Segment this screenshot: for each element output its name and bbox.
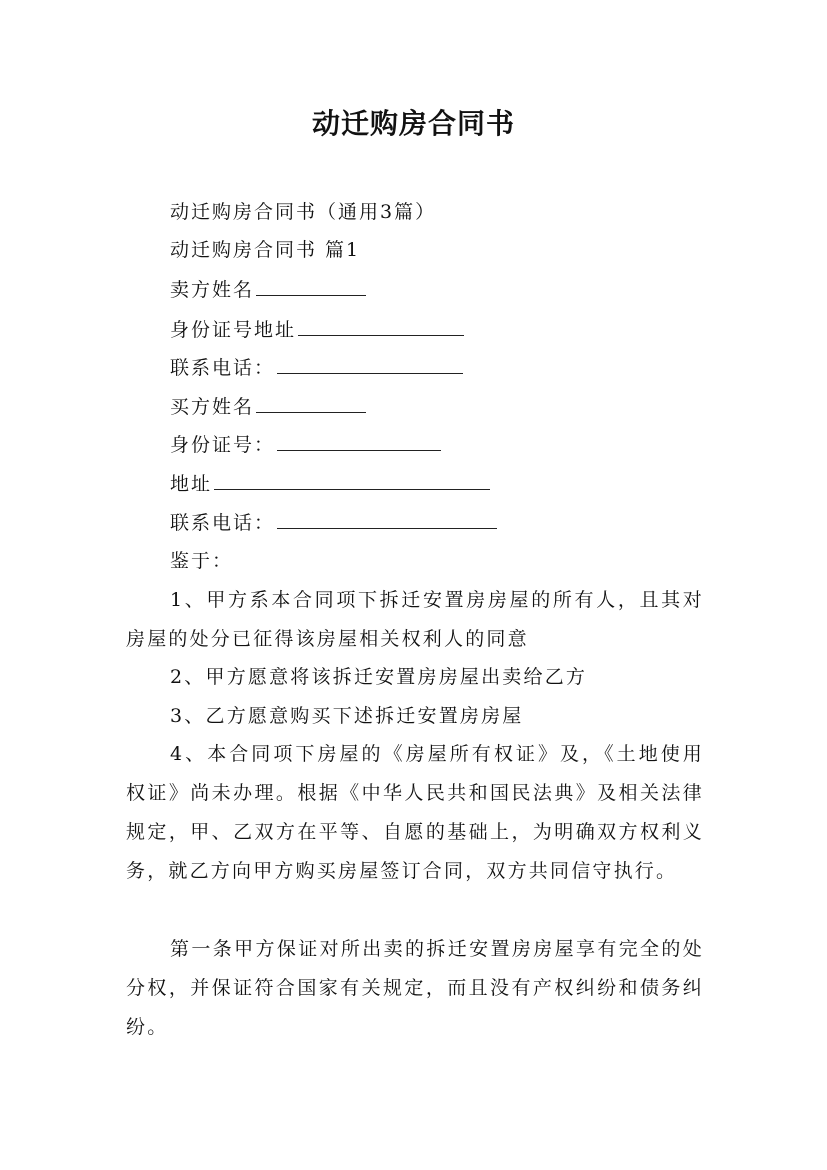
field-label: 卖方姓名 xyxy=(170,279,255,301)
whereas-label: 鉴于： xyxy=(170,550,234,572)
field-seller-phone xyxy=(170,355,463,380)
field-label: 身份证号： xyxy=(170,434,276,456)
field-label: 联系电话： xyxy=(170,512,276,534)
fill-in-blank xyxy=(277,432,441,451)
fill-in-blank xyxy=(256,394,366,413)
field-seller-name xyxy=(170,277,366,302)
field-label: 买方姓名 xyxy=(170,396,255,418)
document-title: 动迁购房合同书 xyxy=(311,107,515,140)
field-seller-id-address xyxy=(170,317,464,342)
fill-in-blank xyxy=(277,355,463,374)
field-buyer-phone xyxy=(170,510,497,535)
paragraph-4: 4、本合同项下房屋的《房屋所有权证》及，《土地使用权证》尚未办理。根据《中华人民共和国民法典》及相关法律规定，甲、乙双方在平等、自愿的基础上，为明确双方权利义务，就乙方向甲方购买房屋签订合同，双方共同信守执行。 xyxy=(126,743,704,882)
field-label: 联系电话： xyxy=(170,357,276,379)
document-subtitle: 动迁购房合同书（通用3篇） xyxy=(170,201,437,223)
fill-in-blank xyxy=(277,510,497,529)
paragraph-2: 2、甲方愿意将该拆迁安置房房屋出卖给乙方 xyxy=(170,666,588,688)
field-label: 身份证号地址 xyxy=(170,319,297,341)
paragraph-1: 1、甲方系本合同项下拆迁安置房房屋的所有人，且其对房屋的处分已征得该房屋相关权利人的同意 xyxy=(126,589,704,650)
field-buyer-address xyxy=(170,471,490,496)
fill-in-blank xyxy=(256,277,366,296)
section-heading: 动迁购房合同书 篇1 xyxy=(170,239,361,261)
fill-in-blank xyxy=(214,471,490,490)
paragraph-article-1: 第一条甲方保证对所出卖的拆迁安置房房屋享有完全的处分权，并保证符合国家有关规定，而且没有产权纠纷和债务纠纷。 xyxy=(126,938,704,1038)
field-label: 地址 xyxy=(170,473,213,495)
fill-in-blank xyxy=(298,317,464,336)
paragraph-3: 3、乙方愿意购买下述拆迁安置房房屋 xyxy=(170,705,524,727)
field-buyer-name xyxy=(170,394,366,419)
field-buyer-id xyxy=(170,432,441,457)
